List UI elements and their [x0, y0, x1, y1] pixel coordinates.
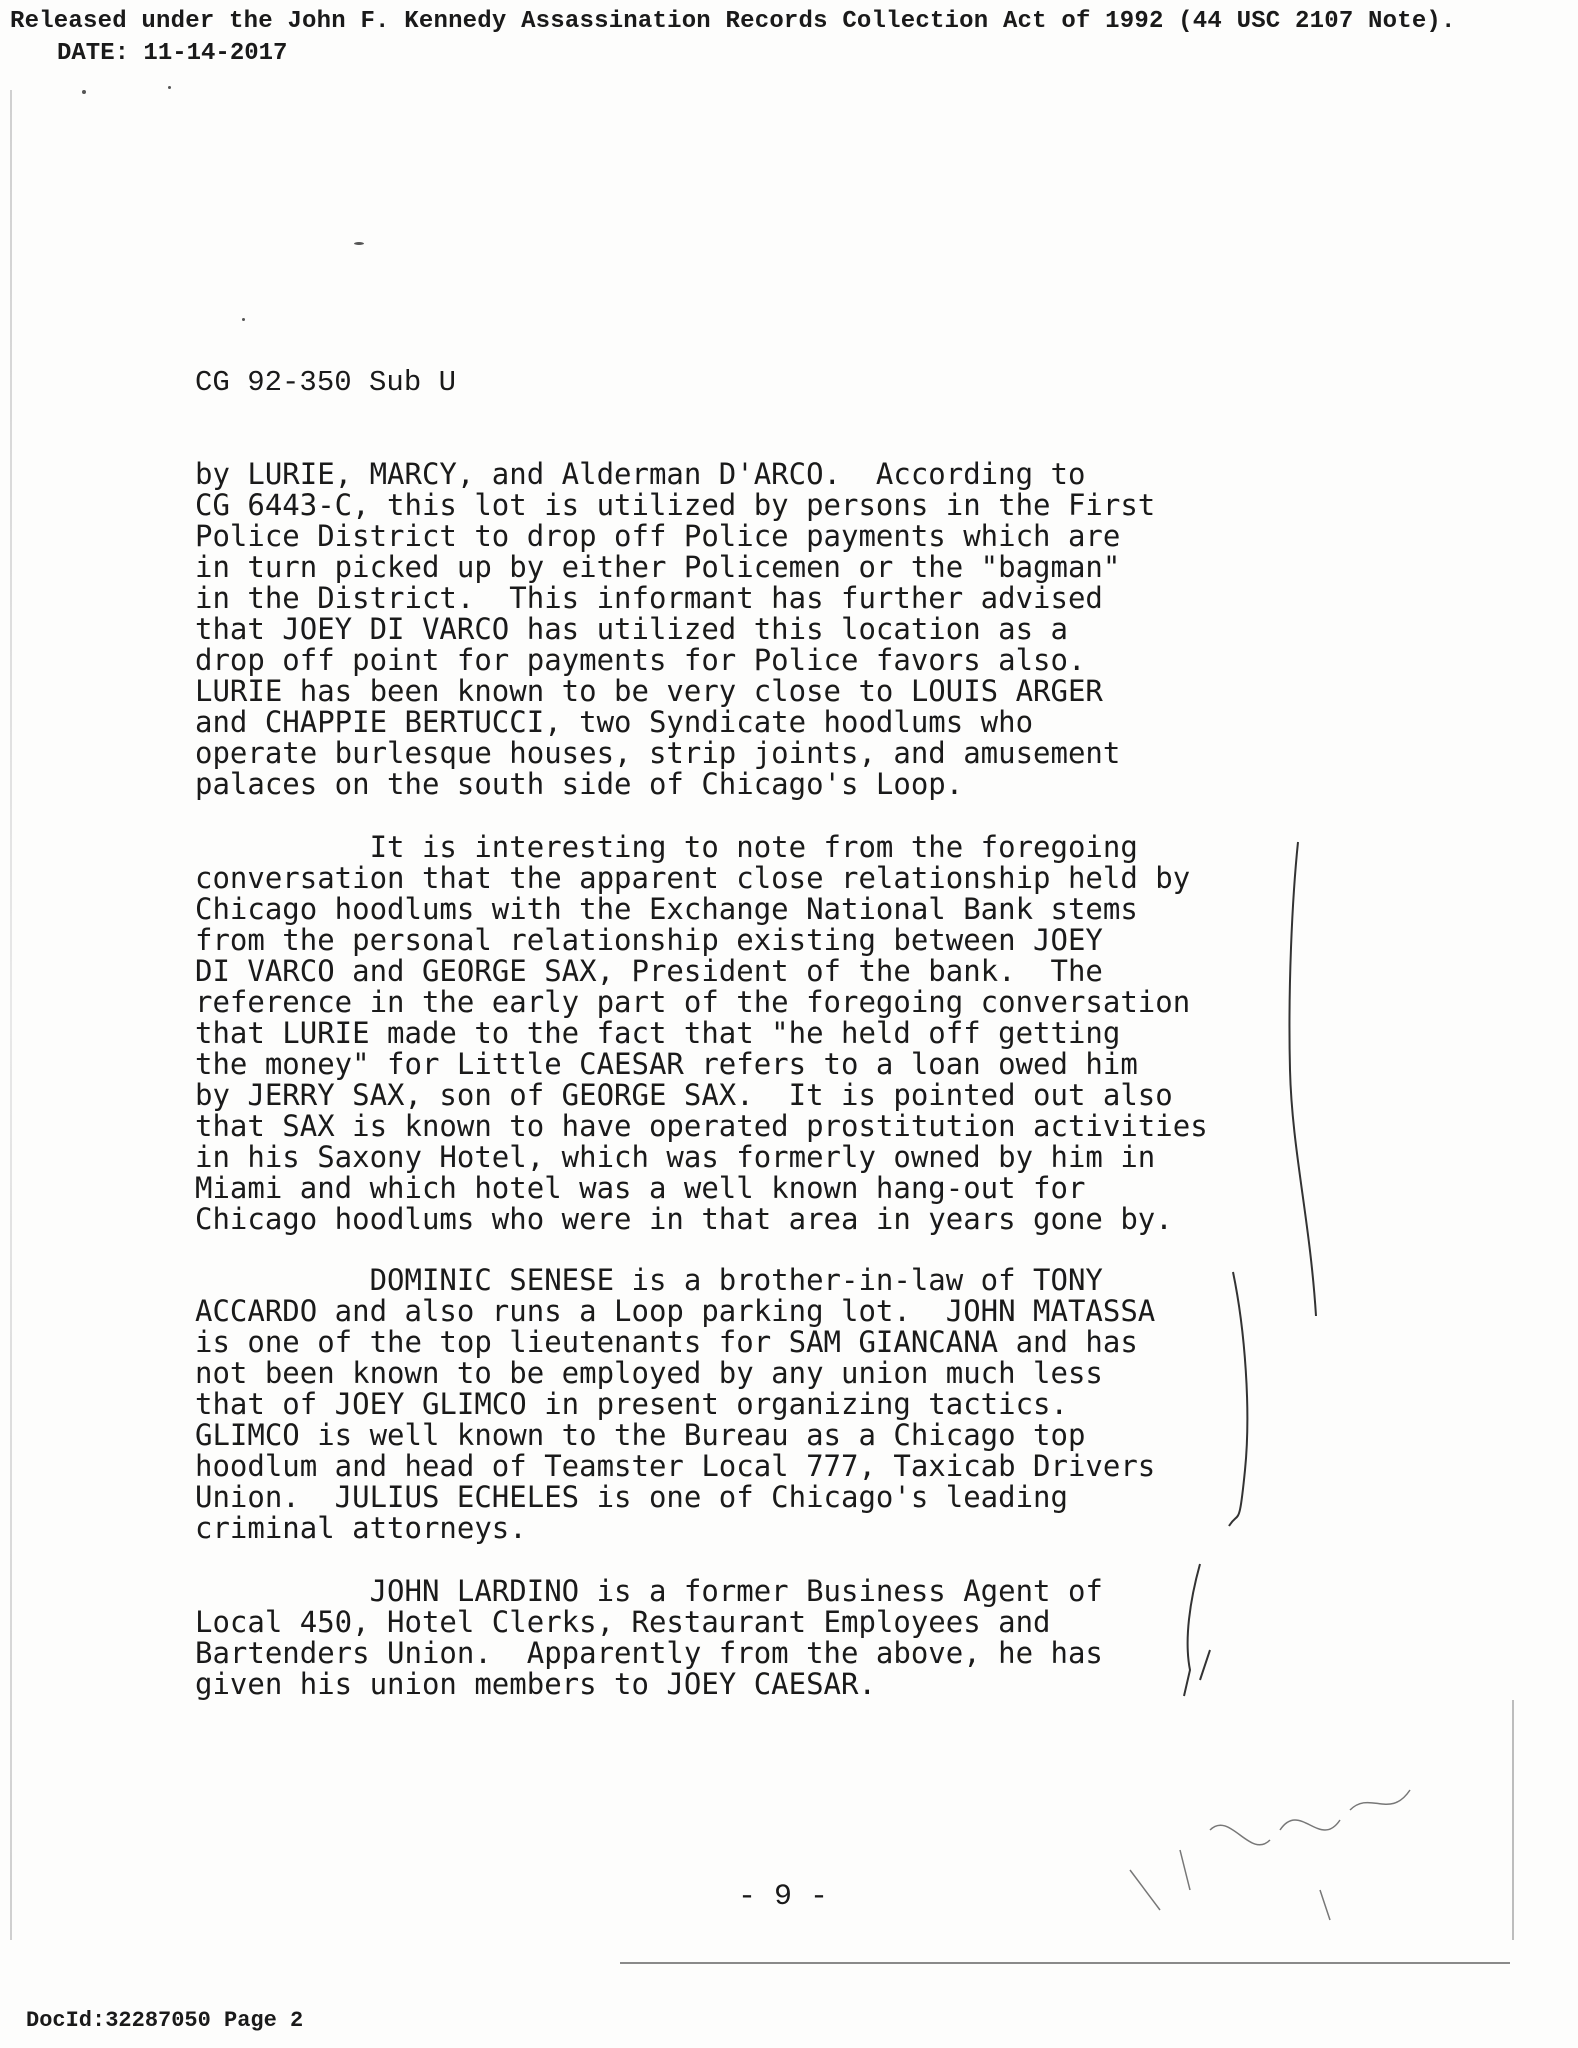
margin-bracket-mark: [1170, 1560, 1220, 1700]
scan-edge-left: [10, 90, 12, 1940]
scan-speck: [82, 90, 86, 94]
scan-speck: [168, 86, 171, 89]
scan-edge-right: [1512, 1700, 1514, 1940]
handwritten-scribble: [1120, 1770, 1440, 1950]
doc-id: DocId:32287050 Page 2: [26, 2008, 304, 2033]
margin-bracket-mark: [1270, 840, 1330, 1320]
release-notice: Released under the John F. Kennedy Assassination Records Collection Act of 1992 (44 USC 2107 Note).: [10, 8, 1456, 35]
scan-edge-bottom: [620, 1962, 1510, 1964]
scan-speck: [354, 242, 364, 245]
release-date: DATE: 11-14-2017: [57, 40, 288, 67]
file-number: CG 92-350 Sub U: [195, 366, 457, 399]
paragraph-3: DOMINIC SENESE is a brother-in-law of TONY ACCARDO and also runs a Loop parking lot. JOHN MATASSA is one of the top lieutenants for SAM GIANCANA and has not been known to be employed by any union much less that of JOEY GLIMCO in present organizing tactics. GLIMCO is well known to the Bureau as a Chicago top hoodlum and head of Teamster Local 777, Taxicab Drivers Union. JULIUS ECHELES is one of Chicago's leading criminal attorneys.: [195, 1263, 1156, 1545]
page-number: - 9 -: [738, 1880, 829, 1914]
paragraph-2: It is interesting to note from the foregoing conversation that the apparent close relationship held by Chicago hoodlums with the Exchange National Bank stems from the personal relationship existing between JOEY DI VARCO and GEORGE SAX, President of the bank. The reference in the early part of the foregoing conversation that LURIE made to the fact that "he held off getting the money" for Little CAESAR refers to a loan owed him by JERRY SAX, son of GEORGE SAX. It is pointed out also that SAX is known to have operated prostitution activities in his Saxony Hotel, which was formerly owned by him in Miami and which hotel was a well known hang-out for Chicago hoodlums who were in that area in years gone by.: [195, 830, 1208, 1236]
paragraph-4: JOHN LARDINO is a former Business Agent of Local 450, Hotel Clerks, Restaurant Employees and Bartenders Union. Apparently from the above, he has given his union members to JOEY CAESAR.: [195, 1574, 1103, 1701]
scan-speck: [242, 318, 245, 321]
margin-bracket-mark: [1215, 1270, 1275, 1530]
paragraph-1: by LURIE, MARCY, and Alderman D'ARCO. According to CG 6443-C, this lot is utilized by persons in the First Police District to drop off Police payments which are in turn picked up by either Policemen or the "bagman" in the District. This informant has further advised that JOEY DI VARCO has utilized this location as a drop off point for payments for Police favors also. LURIE has been known to be very close to LOUIS ARGER and CHAPPIE BERTUCCI, two Syndicate hoodlums who operate burlesque houses, strip joints, and amusement palaces on the south side of Chicago's Loop.: [195, 457, 1156, 801]
